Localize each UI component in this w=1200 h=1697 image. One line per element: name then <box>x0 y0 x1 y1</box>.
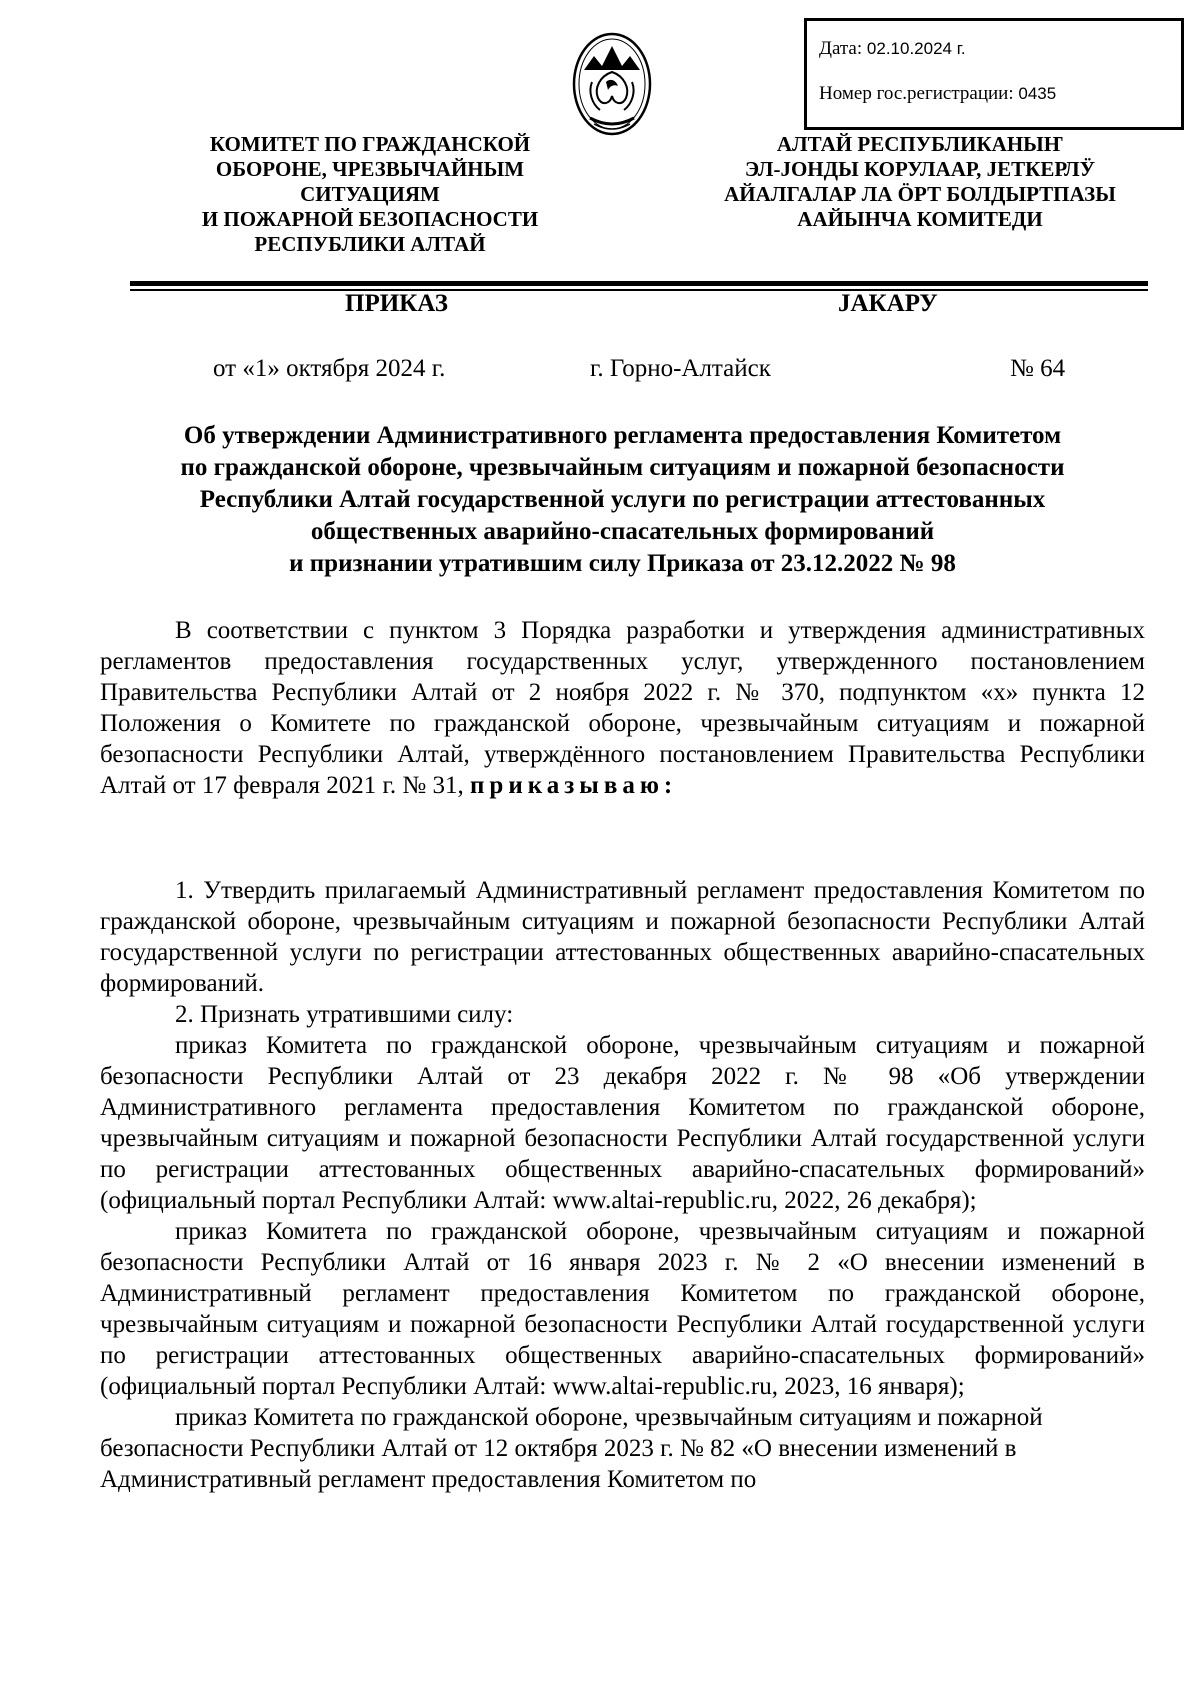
coat-of-arms-emblem <box>570 32 654 140</box>
item-paragraph: 2. Признать утратившими силу: <box>175 1001 514 1028</box>
doc-type-russian: ПРИКАЗ <box>345 290 448 317</box>
order-date: от «1» октября 2024 г. <box>213 355 446 382</box>
header-divider-thick <box>130 281 1148 286</box>
org-ru-line: СИТУАЦИЯМ <box>300 182 440 206</box>
title-line: Республики Алтай государственной услуги по регистрации аттестованных <box>199 486 1046 513</box>
org-ru-line: КОМИТЕТ ПО ГРАЖДАНСКОЙ <box>209 132 531 156</box>
org-ru-line: РЕСПУБЛИКИ АЛТАЙ <box>254 232 486 256</box>
item-paragraph: приказ Комитета по гражданской обороне, чрезвычайным ситуациям и пожарной безопасности Республики Алтай от 16 января 2023 г. № 2 «О внесении изменений в Административный регламент предоставления Комитетом по гражданской обороне, чрезвычайным ситуациям и пожарной безопасности Республики Алтай государственной услуги по регистрации аттестованных общественных аварийно-спасательных формирований» (официальный портал Республики Алтай: www.altai-republic.ru, 2023, 16 января); <box>100 1218 1145 1400</box>
org-alt-line: ААЙЫНЧА КОМИТЕДИ <box>797 207 1043 231</box>
registration-date-value: 02.10.2024 г. <box>866 39 966 58</box>
organization-name-russian <box>180 132 560 257</box>
registration-date-line <box>819 39 1181 58</box>
order-number: № 64 <box>1010 355 1066 382</box>
title-line: общественных аварийно-спасательных формирований <box>310 518 935 545</box>
registration-number-label: Номер гос.регистрации: <box>819 83 1014 104</box>
item-paragraph: 1. Утвердить прилагаемый Административный регламент предоставления Комитетом по гражданской обороне, чрезвычайным ситуациям и пожарной безопасности Республики Алтай государственной услуги по регистрации аттестованных общественных аварийно-спасательных формирований. <box>100 877 1145 997</box>
registration-stamp <box>804 18 1184 130</box>
org-ru-line: И ПОЖАРНОЙ БЕЗОПАСНОСТИ <box>201 207 539 231</box>
order-place: г. Горно-Алтайск <box>590 355 771 382</box>
title-line: и признании утратившим силу Приказа от 23.12.2022 № 98 <box>289 550 956 577</box>
order-word: приказываю: <box>470 772 678 799</box>
registration-number-value: 0435 <box>1018 84 1057 103</box>
org-ru-line: ОБОРОНЕ, ЧРЕЗВЫЧАЙНЫМ <box>215 157 525 181</box>
preamble-text: В соответствии с пунктом 3 Порядка разработки и утверждения административных регламентов предоставления государственных услуг, утвержденного постановлением Правительства Республики Алтай от 2 ноября 2022 г. № 370, подпунктом «х» пункта 12 Положения о Комитете по гражданской обороне, чрезвычайным ситуациям и пожарной безопасности Республики Алтай, утверждённого постановлением Правительства Республики Алтай от 17 февраля 2021 г. № 31, <box>100 617 1145 799</box>
header-divider-thin <box>130 289 1148 291</box>
org-alt-line: АЙАЛГАЛАР ЛА ӦРТ БОЛДЫРТПАЗЫ <box>724 182 1116 206</box>
registration-number-line <box>819 84 1181 103</box>
item-paragraph: приказ Комитета по гражданской обороне, чрезвычайным ситуациям и пожарной безопасности Республики Алтай от 12 октября 2023 г. № 82 «О внесении изменений в Административный регламент предоставления Комитетом по <box>100 1404 1043 1493</box>
preamble <box>100 615 1145 801</box>
doc-type-altai: ЈАКАРУ <box>838 290 938 317</box>
preamble-paragraph <box>100 615 1145 801</box>
registration-date-label: Дата: <box>819 38 863 59</box>
title-line: Об утверждении Административного регламента предоставления Комитетом <box>183 422 1062 449</box>
item-paragraph: приказ Комитета по гражданской обороне, чрезвычайным ситуациям и пожарной безопасности Республики Алтай от 23 декабря 2022 г. № 98 «Об утверждении Административного регламента предоставления Комитетом по гражданской обороне, чрезвычайным ситуациям и пожарной безопасности Республики Алтай государственной услуги по регистрации аттестованных общественных аварийно-спасательных формирований» (официальный портал Республики Алтай: www.altai-republic.ru, 2022, 26 декабря); <box>100 1032 1145 1214</box>
organization-name-altai <box>690 132 1150 232</box>
title-line: по гражданской обороне, чрезвычайным ситуациям и пожарной безопасности <box>180 454 1065 481</box>
org-alt-line: АЛТАЙ РЕСПУБЛИКАНЫҤ <box>776 132 1064 156</box>
org-alt-line: ЭЛ-ЈОНДЫ КОРУЛААР, ЈЕТКЕРЛӰ <box>744 157 1096 181</box>
order-items <box>100 875 1145 1495</box>
document-title <box>100 420 1145 580</box>
